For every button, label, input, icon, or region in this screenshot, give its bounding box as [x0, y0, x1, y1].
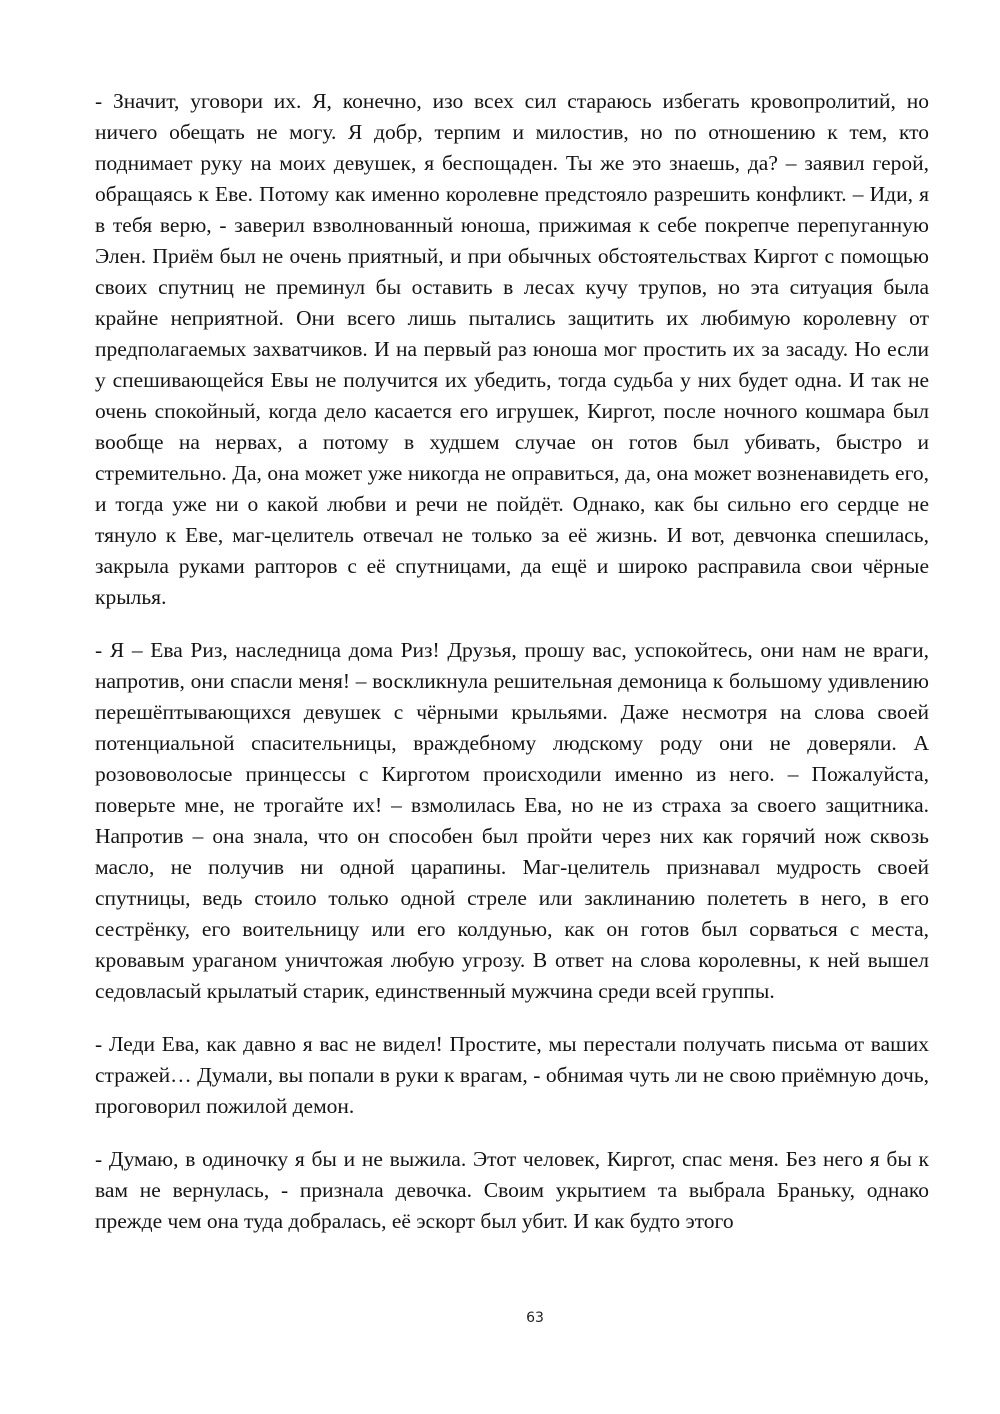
- paragraph-3: - Леди Ева, как давно я вас не видел! Простите, мы перестали получать письма от ваших стражей… Думали, вы попали в руки к врагам, - обнимая чуть ли не свою приёмную дочь, проговорил пожилой демон.: [95, 1032, 929, 1118]
- paragraph-2: - Я – Ева Риз, наследница дома Риз! Друзья, прошу вас, успокойтесь, они нам не враги, напротив, они спасли меня! – воскликнула решительная демоница к большому удивлению перешёптывающихся девушек с чёрными крыльями. Даже несмотря на слова своей потенциальной спасительницы, враждебному людскому роду они не доверяли. А розововолосые принцессы с Кирготом происходили именно из него. – Пожалуйста, поверьте мне, не трогайте их! – взмолилась Ева, но не из страха за своего защитника. Напротив – она знала, что он способен был пройти через них как горячий нож сквозь масло, не получив ни одной царапины. Маг-целитель признавал мудрость своей спутницы, ведь стоило только одной стреле или заклинанию полететь в него, в его сестрёнку, его воительницу или его колдунью, как он готов был сорваться с места, кровавым ураганом уничтожая любую угрозу. В ответ на слова королевны, к ней вышел седовласый крылатый старик, единственный мужчина среди всей группы.: [95, 638, 929, 1003]
- page-number: 63: [526, 1310, 544, 1326]
- document-page: [95, 86, 929, 1259]
- paragraph-4: - Думаю, в одиночку я бы и не выжила. Этот человек, Киргот, спас меня. Без него я бы к вам не вернулась, - признала девочка. Своим укрытием та выбрала Браньку, однако прежде чем она туда добралась, её эскорт был убит. И как будто этого: [95, 1147, 929, 1233]
- paragraph-1: - Значит, уговори их. Я, конечно, изо всех сил стараюсь избегать кровопролитий, но ничего обещать не могу. Я добр, терпим и милостив, но по отношению к тем, кто поднимает руку на моих девушек, я беспощаден. Ты же это знаешь, да? – заявил герой, обращаясь к Еве. Потому как именно королевне предстояло разрешить конфликт. – Иди, я в тебя верю, - заверил взволнованный юноша, прижимая к себе покрепче перепуганную Элен. Приём был не очень приятный, и при обычных обстоятельствах Киргот с помощью своих спутниц не преминул бы оставить в лесах кучу трупов, но эта ситуация была крайне неприятной. Они всего лишь пытались защитить их любимую королевну от предполагаемых захватчиков. И на первый раз юноша мог простить их за засаду. Но если у спешивающейся Евы не получится их убедить, тогда судьба у них будет одна. И так не очень спокойный, когда дело касается его игрушек, Киргот, после ночного кошмара был вообще на нервах, а потому в худшем случае он готов был убивать, быстро и стремительно. Да, она может уже никогда не оправиться, да, она может возненавидеть его, и тогда уже ни о какой любви и речи не пойдёт. Однако, как бы сильно его сердце не тянуло к Еве, маг-целитель отвечал не только за её жизнь. И вот, девчонка спешилась, закрыла руками рапторов с её спутницами, да ещё и широко расправила свои чёрные крылья.: [95, 89, 929, 609]
